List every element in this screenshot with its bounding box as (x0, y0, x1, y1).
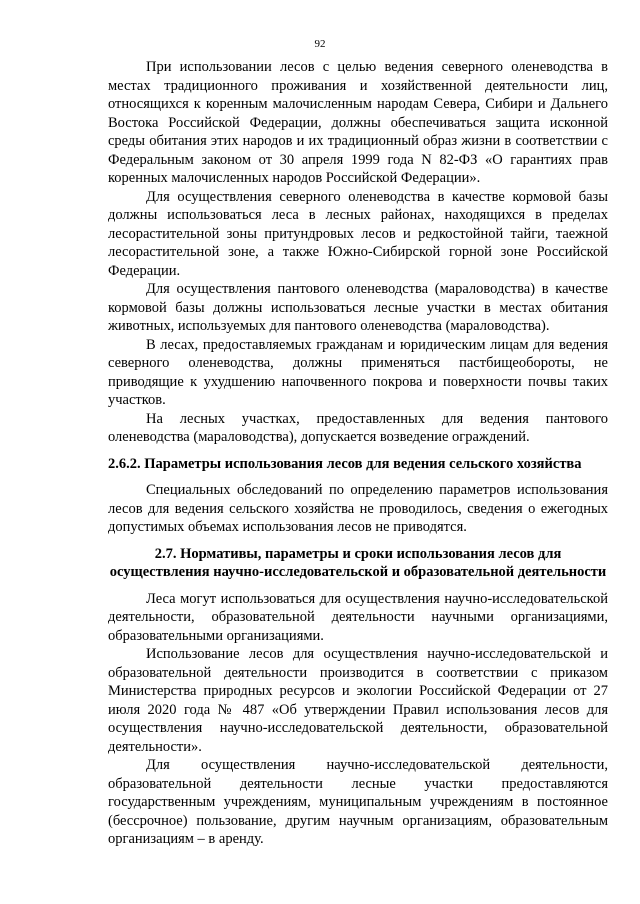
paragraph-reindeer-traditional: При использовании лесов с целью ведения северного оленеводства в местах традиционного проживания и хозяйственной деятельности лиц, относящихся к коренным малочисленным народам Севера, Сибири и Дальнего Востока Российской Федерации, должны обеспечиваться защита исконной среды обитания этих народов и их традиционный образ жизни в соответствии с Федеральным законом от 30 апреля 1999 года N 82-ФЗ «О гарантиях прав коренных малочисленных народов Российской Федерации». (108, 59, 608, 186)
paragraph-reindeer-forage: Для осуществления северного оленеводства в качестве кормовой базы должны использоваться леса в лесных районах, находящихся в пределах лесорастительной зоны притундровых лесов и редкостойной тайги, таежной лесорастительной зоне, а также Южно-Сибирской горной зоне Российской Федерации. (108, 188, 608, 279)
paragraph-antler-forage: Для осуществления пантового оленеводства (мараловодства) в качестве кормовой базы должны использоваться лесные участки в местах обитания животных, используемых для пантового оленеводства (мараловодства). (108, 281, 608, 334)
section-heading-2-6-2: 2.6.2. Параметры использования лесов для ведения сельского хозяйства (108, 455, 582, 472)
section-heading-2-7: 2.7. Нормативы, параметры и сроки использования лесов для осуществления научно-исследовательской и образовательной деятельности (109, 545, 607, 580)
paragraph-fencing: На лесных участках, предоставленных для ведения пантового оленеводства (мараловодства), допускается возведение ограждений. (108, 410, 608, 445)
page-number: 92 (314, 38, 326, 50)
paragraph-pasture-rotation: В лесах, предоставляемых гражданам и юридическим лицам для ведения северного оленеводства, должны применяться пастбищеобороты, не приводящие к ухудшению напочвенного покрова и поверхности почвы таких участков. (108, 336, 608, 408)
paragraph-research-order: Использование лесов для осуществления научно-исследовательской и образовательной деятельности производится в соответствии с приказом Министерства природных ресурсов и экологии Российской Федерации от 27 июля 2020 года № 487 «Об утверждении Правил использования лесов для осуществления научно-исследовательской деятельности, образовательной деятельности». (108, 646, 608, 755)
paragraph-research-lease: Для осуществления научно-исследовательской деятельности, образовательной деятельности лесные участки предоставляются государственным учреждениям, муниципальным учреждениям в постоянное (бессрочное) пользование, другим научным организациям, образовательным организациям – в аренду. (108, 757, 608, 847)
document-body (108, 58, 608, 849)
paragraph-research-use: Леса могут использоваться для осуществления научно-исследовательской деятельности, образовательной деятельности научными организациями, образовательными организациями. (108, 590, 608, 644)
paragraph-agriculture-params: Специальных обследований по определению параметров использования лесов для ведения сельского хозяйства не проводилось, сведения о ежегодных допустимых объемах использования лесов не приводятся. (108, 482, 608, 535)
